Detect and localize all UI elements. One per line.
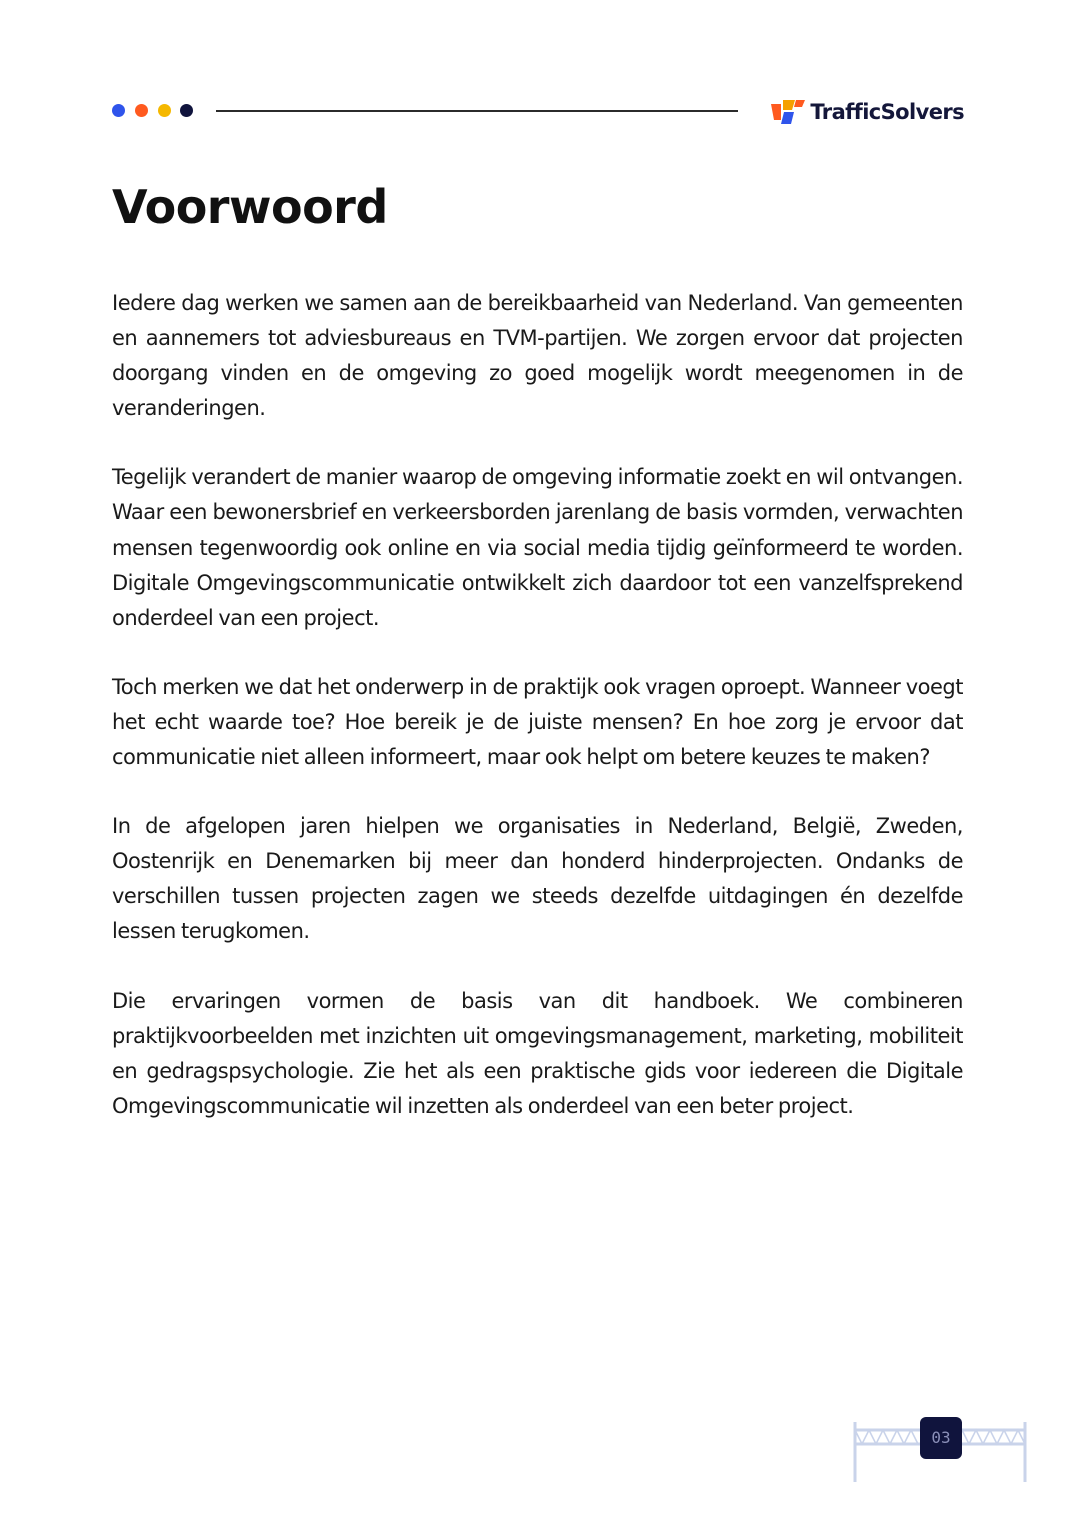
foreword-body [112, 286, 963, 1158]
page-number-badge: 03 [920, 1417, 962, 1459]
page-title: Voorwoord [112, 180, 388, 234]
paragraph-1: Iedere dag werken we samen aan de bereikbaarheid van Nederland. Van gemeenten en aannemers tot adviesbureaus en TVM-partijen. We zorgen ervoor dat projecten doorgang vinden en de omgeving zo goed mogelijk wordt meegenomen in de veranderingen. [112, 291, 963, 421]
trafficsolvers-logo [770, 96, 964, 128]
paragraph-5: Die ervaringen vormen de basis van dit handboek. We combineren praktijkvoorbeelden met inzichten uit omgevingsmanagement, marketing, mobiliteit en gedragspsychologie. Zie het als een praktische gids voor iedereen die Digitale Omgevingscommunicatie wil inzetten als onderdeel van een beter project. [112, 988, 963, 1118]
trafficsolvers-logo-icon [770, 98, 806, 126]
dot-blue [112, 104, 125, 117]
paragraph-2: Tegelijk verandert de manier waarop de omgeving informatie zoekt en wil ontvangen. Waar een bewonersbrief en verkeersborden jarenlang de basis vormden, verwachten mensen tegenwoordig ook online en via social media tijdig geïnformeerd te worden. Digitale Omgevingscommunicatie ontwikkelt zich daardoor tot een vanzelfsprekend onderdeel van een project. [112, 465, 963, 630]
header-divider [216, 110, 738, 112]
paragraph-4: In de afgelopen jaren hielpen we organisaties in Nederland, België, Zweden, Oostenrijk en Denemarken bij meer dan honderd hinderprojecten. Ondanks de verschillen tussen projecten zagen we steeds dezelfde uitdagingen én dezelfde lessen terugkomen. [112, 814, 963, 944]
paragraph-3: Toch merken we dat het onderwerp in de praktijk ook vragen oproept. Wanneer voegt het echt waarde toe? Hoe bereik je de juiste mensen? En hoe zorg je ervoor dat communicatie niet alleen informeert, maar ook helpt om betere keuzes te maken? [112, 674, 963, 770]
logo-wordmark: TrafficSolvers [810, 100, 964, 124]
dot-navy [180, 104, 193, 117]
dot-orange [135, 104, 148, 117]
dot-yellow [158, 104, 171, 117]
page-header [112, 92, 964, 132]
